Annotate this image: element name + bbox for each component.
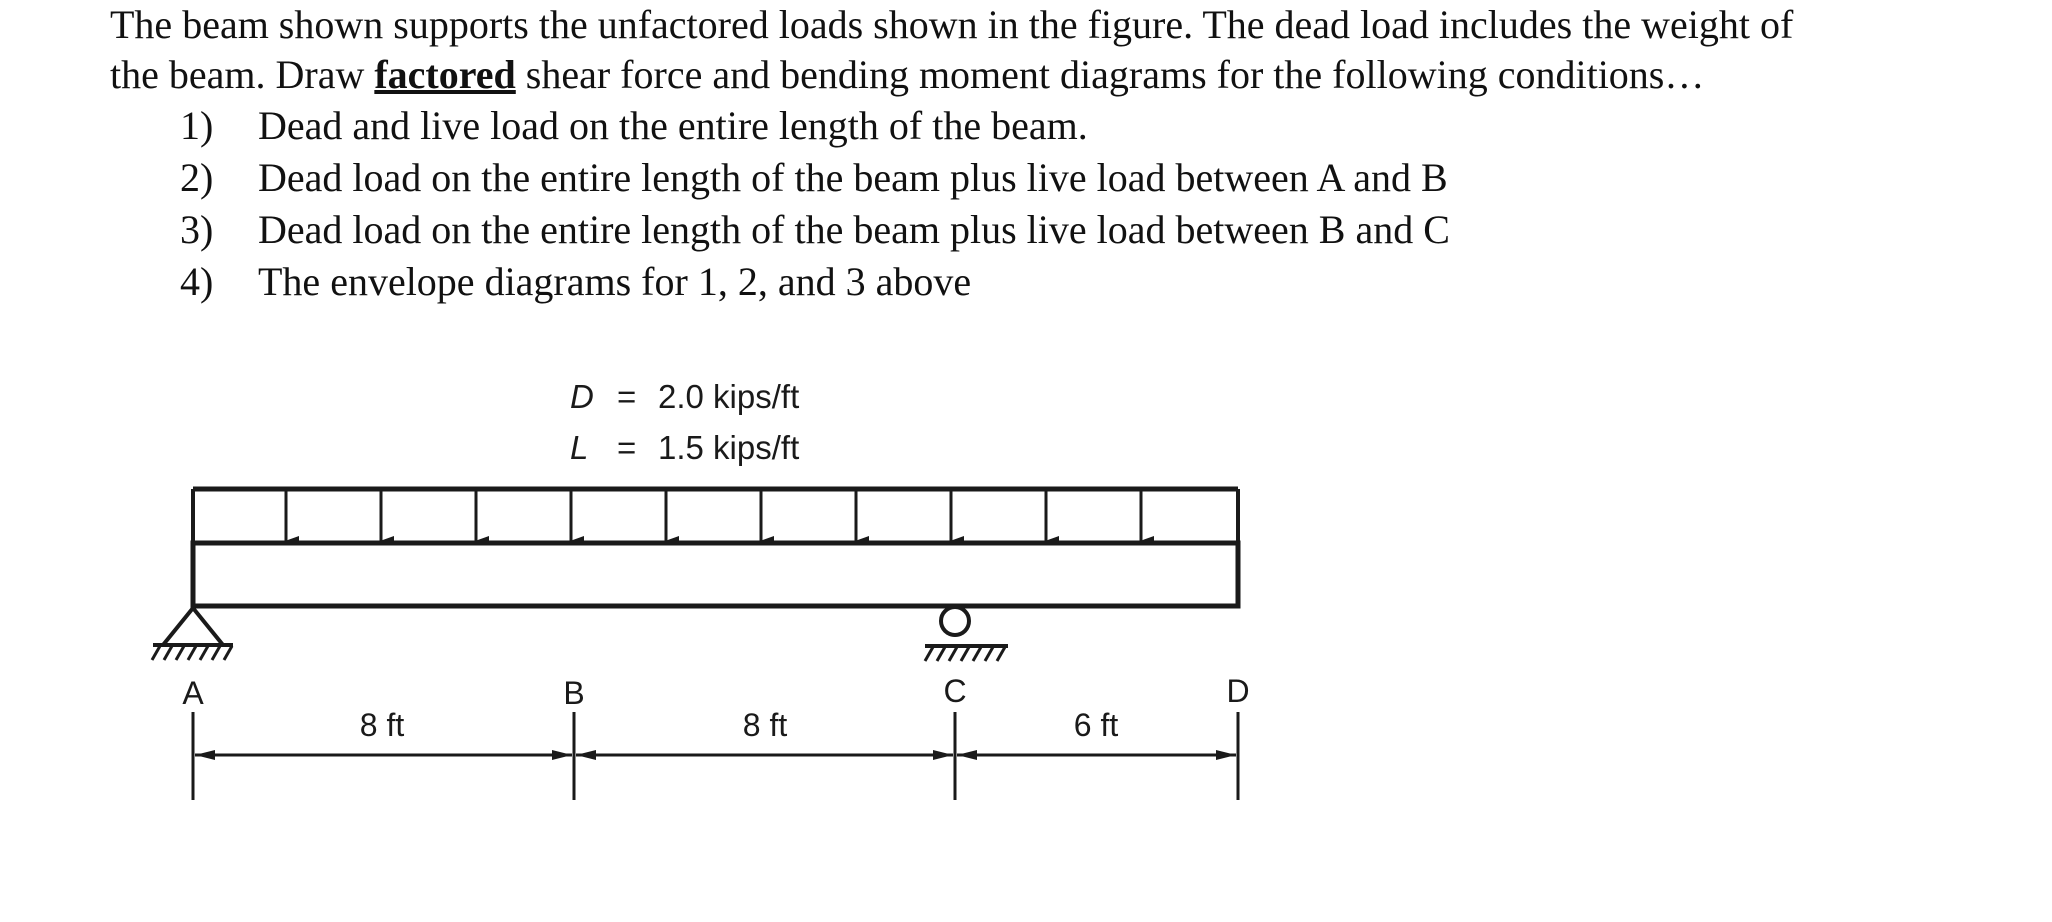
live-load-equals: = bbox=[617, 429, 637, 466]
dead-load-symbol: D bbox=[570, 378, 594, 415]
live-load-label bbox=[570, 429, 799, 466]
dead-load-label bbox=[570, 378, 799, 415]
condition-number: 4) bbox=[180, 259, 214, 304]
condition-number: 2) bbox=[180, 155, 214, 200]
statement-line-1: The beam shown supports the unfactored loads shown in the figure. The dead load includes the weight of bbox=[110, 2, 1794, 47]
condition-text: Dead load on the entire length of the beam plus live load between B and C bbox=[258, 207, 1450, 252]
distributed-load bbox=[193, 489, 1238, 543]
pin-support-a bbox=[152, 608, 233, 660]
condition-text: The envelope diagrams for 1, 2, and 3 above bbox=[258, 259, 972, 304]
roller-support-c bbox=[925, 607, 1008, 661]
span-label-bc: 8 ft bbox=[742, 707, 788, 743]
point-label-a: A bbox=[182, 675, 204, 711]
factored-emphasis: factored bbox=[374, 52, 516, 97]
beam bbox=[193, 543, 1238, 606]
point-label-c: C bbox=[943, 673, 967, 709]
dead-load-value: 2.0 kips/ft bbox=[658, 378, 800, 415]
statement-line-2-end: shear force and bending moment diagrams for the following conditions… bbox=[515, 52, 1705, 97]
span-label-cd: 6 ft bbox=[1073, 707, 1119, 743]
condition-number: 1) bbox=[180, 103, 214, 148]
point-label-b: B bbox=[563, 675, 585, 711]
dead-load-equals: = bbox=[617, 378, 637, 415]
live-load-symbol: L bbox=[570, 429, 589, 466]
live-load-value: 1.5 kips/ft bbox=[658, 429, 800, 466]
point-label-d: D bbox=[1226, 673, 1250, 709]
condition-text: Dead load on the entire length of the beam plus live load between A and B bbox=[258, 155, 1448, 200]
condition-number: 3) bbox=[180, 207, 214, 252]
load-arrows bbox=[286, 491, 1141, 541]
span-label-ab: 8 ft bbox=[359, 707, 405, 743]
condition-text: Dead and live load on the entire length of the beam. bbox=[258, 103, 1088, 148]
statement-line-2-start: the beam. Draw bbox=[110, 52, 375, 97]
